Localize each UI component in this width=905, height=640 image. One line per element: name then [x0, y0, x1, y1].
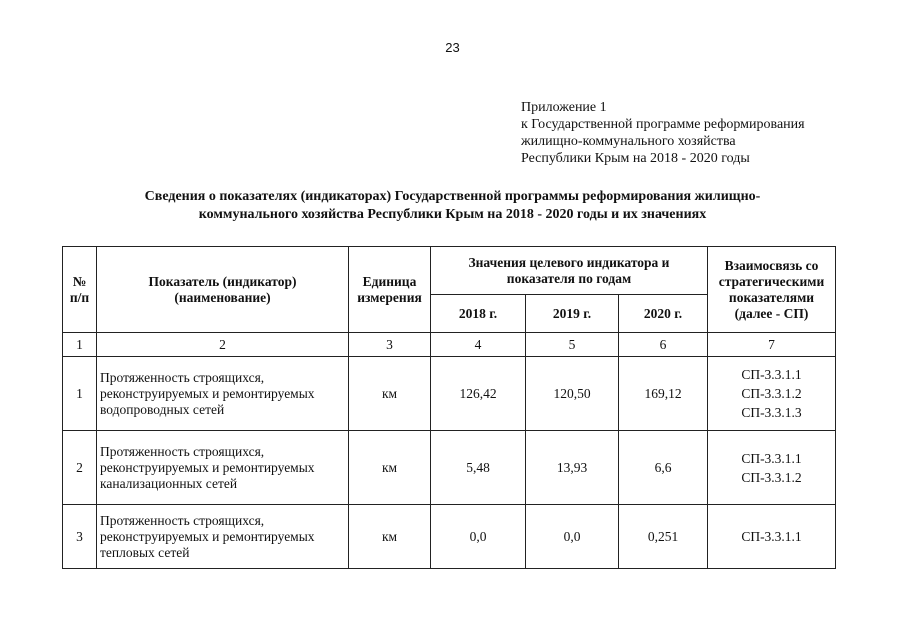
table-row	[63, 505, 836, 569]
indicator-name: Протяженность строящихся, реконструируемых и ремонтируемых водопроводных сетей	[97, 357, 349, 431]
value-2020: 0,251	[619, 505, 708, 569]
column-number: 5	[526, 333, 619, 357]
value-2018: 5,48	[431, 431, 526, 505]
row-number: 2	[63, 431, 97, 505]
appendix-line: жилищно-коммунального хозяйства	[521, 134, 736, 149]
strategic-indicators: СП-3.3.1.1 СП-3.3.1.2 СП-3.3.1.3	[708, 357, 836, 431]
value-2018: 126,42	[431, 357, 526, 431]
column-number-row	[63, 333, 836, 357]
table-row	[63, 357, 836, 431]
page-number: 23	[445, 40, 460, 55]
row-number: 3	[63, 505, 97, 569]
column-number: 7	[708, 333, 836, 357]
row-number: 1	[63, 357, 97, 431]
header-strategic-link: Взаимосвязь со стратегическими показателями (далее - СП)	[708, 247, 836, 333]
indicator-name: Протяженность строящихся, реконструируемых и ремонтируемых канализационных сетей	[97, 431, 349, 505]
column-number: 2	[97, 333, 349, 357]
value-2020: 6,6	[619, 431, 708, 505]
unit-cell: км	[349, 357, 431, 431]
appendix-line: к Государственной программе реформирования	[521, 117, 805, 132]
header-year-2020: 2020 г.	[619, 295, 708, 333]
strategic-indicators: СП-3.3.1.1 СП-3.3.1.2	[708, 431, 836, 505]
value-2019: 0,0	[526, 505, 619, 569]
document-title-line: коммунального хозяйства Республики Крым на 2018 - 2020 годы и их значениях	[198, 207, 707, 222]
document-title-line: Сведения о показателях (индикаторах) Государственной программы реформирования жилищно-	[144, 189, 761, 204]
column-number: 3	[349, 333, 431, 357]
value-2020: 169,12	[619, 357, 708, 431]
indicators-table	[62, 246, 836, 569]
header-number: № п/п	[63, 247, 97, 333]
value-2018: 0,0	[431, 505, 526, 569]
header-unit: Единица измерения	[349, 247, 431, 333]
table-row	[63, 431, 836, 505]
value-2019: 120,50	[526, 357, 619, 431]
header-indicator: Показатель (индикатор) (наименование)	[97, 247, 349, 333]
indicator-name: Протяженность строящихся, реконструируемых и ремонтируемых тепловых сетей	[97, 505, 349, 569]
column-number: 1	[63, 333, 97, 357]
appendix-line: Республики Крым на 2018 - 2020 годы	[521, 151, 750, 166]
document-title	[100, 188, 805, 224]
strategic-indicators: СП-3.3.1.1	[708, 505, 836, 569]
column-number: 6	[619, 333, 708, 357]
header-values-by-year: Значения целевого индикатора и показателя по годам	[431, 247, 708, 295]
appendix-note	[521, 99, 805, 167]
column-number: 4	[431, 333, 526, 357]
unit-cell: км	[349, 505, 431, 569]
value-2019: 13,93	[526, 431, 619, 505]
appendix-line: Приложение 1	[521, 100, 607, 115]
header-year-2018: 2018 г.	[431, 295, 526, 333]
unit-cell: км	[349, 431, 431, 505]
header-year-2019: 2019 г.	[526, 295, 619, 333]
